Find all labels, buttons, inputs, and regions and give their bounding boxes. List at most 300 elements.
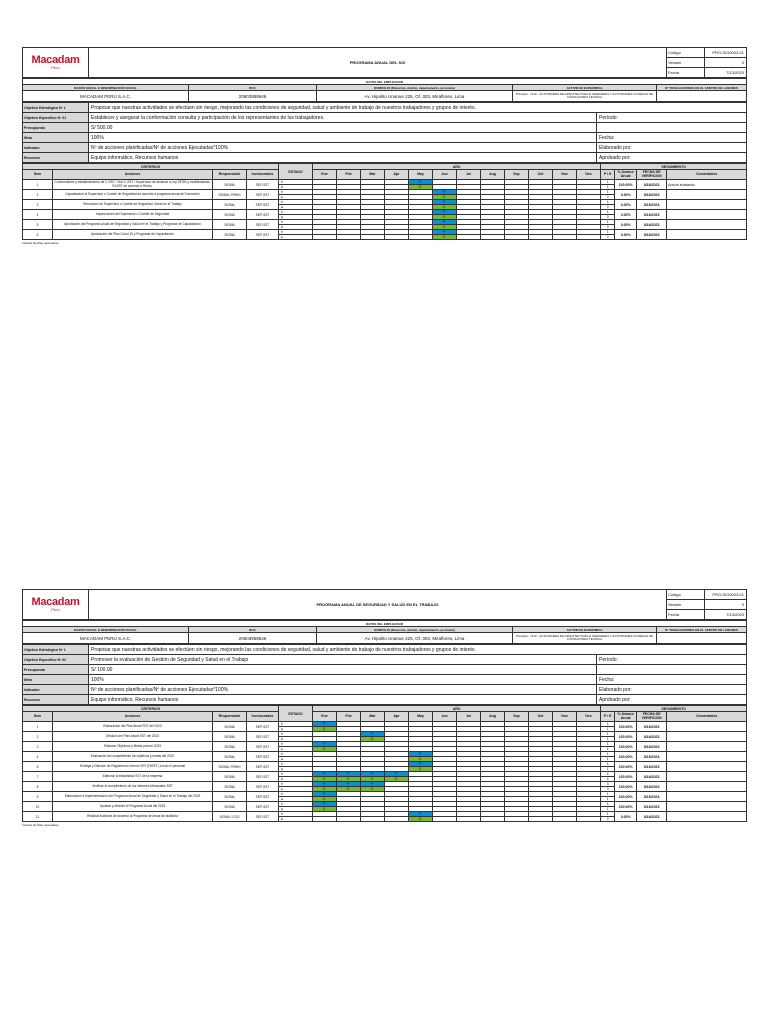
action-description: Evaluación del cumplimiento de objetivos y metas del 2022 — [53, 752, 213, 762]
annual-progress: 100.00% — [615, 772, 637, 782]
footnote: Insertar las filas necesarias — [22, 823, 59, 827]
involved: SEP-SST — [247, 802, 279, 812]
specific-objective-value: Establecer y asegurar la conformación consulta y participación de los representantes de los trabajadores. — [89, 113, 597, 123]
month-cell — [409, 235, 433, 240]
month-cell — [457, 817, 481, 822]
executed-count: 1 — [601, 797, 615, 802]
planned-count: 1 — [601, 220, 615, 225]
verification-date: 8/16/2023 — [637, 762, 667, 772]
month-header: May — [409, 170, 433, 180]
verification-date: 8/16/2023 — [637, 180, 667, 190]
status-code: P — [279, 782, 313, 787]
month-header: Jun — [433, 712, 457, 722]
responsible: SIGMA — [213, 230, 247, 240]
status-code: P — [279, 722, 313, 727]
indicator-value: Nº de acciones planificadas/Nº de acciones Ejecutadas*100% — [89, 685, 597, 695]
employer-value: 20603958646 — [189, 91, 317, 102]
meta-value: 0 — [705, 600, 747, 610]
status-code: E — [279, 817, 313, 822]
action-description: Elaboración del Plan Anual SST del 2023 — [53, 722, 213, 732]
month-cell — [385, 235, 409, 240]
employer-header: Nº TRABAJADORES EN EL CENTRO DE LABORES — [657, 627, 747, 633]
footnote: Insertar las filas necesarias — [22, 241, 59, 245]
executed-count: 1 — [601, 185, 615, 190]
responsible: SIGMA — [213, 210, 247, 220]
comments-header: Comentarios — [667, 712, 747, 722]
verification-date: 8/16/2023 — [637, 752, 667, 762]
status-code: P — [279, 752, 313, 757]
responsible: SIGMA / RRHH — [213, 762, 247, 772]
annual-progress: 0.00% — [615, 200, 637, 210]
planned-count: 4 — [601, 772, 615, 777]
status-code: E — [279, 797, 313, 802]
employer-header: DOMICILIO (Dirección, distrito, departamento, provincia) — [317, 85, 513, 91]
criteria-header: CRITERIOS — [23, 706, 279, 712]
action-description: Elaborar Objetivos y Metas para el 2023 — [53, 742, 213, 752]
strategic-objective-label: Objetivo Estratégico Nº 1 — [23, 645, 89, 655]
item-number: 9 — [23, 792, 53, 802]
meta-label: Versión — [667, 58, 705, 68]
employer-value: Av. Hipolito Unanue 225, Of. 303, Miraflores, Lima — [317, 633, 513, 644]
responsible: SIGMA — [213, 782, 247, 792]
action-description: Inspecciones del Supervisor o Comité de Seguridad — [53, 210, 213, 220]
employer-value: 20603958646 — [189, 633, 317, 644]
status-code: E — [279, 185, 313, 190]
employer-value: Av. Hipolito Unanue 225, Of. 303, Miraflores, Lima — [317, 91, 513, 102]
action-description: Difusión del Plan Anual SST del 2023 — [53, 732, 213, 742]
document-title: PROGRAMA ANUAL DE SEGURIDAD Y SALUD EN EL TRABAJO — [89, 590, 667, 620]
action-description: Entrega y Difusión de Reglamento Interno SST (RISST) a todo el personal — [53, 762, 213, 772]
program-sheet-sst — [22, 589, 746, 827]
month-cell — [577, 817, 601, 822]
status-code: P — [279, 230, 313, 235]
annual-progress: 0.00% — [615, 210, 637, 220]
planned-cell: P — [313, 792, 337, 797]
planned-cell: P — [361, 732, 385, 737]
executed-cell: E — [313, 797, 337, 802]
item-header: Ítem — [23, 712, 53, 722]
responsible-header: Responsable — [213, 712, 247, 722]
resources-value: Equipo informático, Recursos humanos — [89, 153, 597, 163]
verification-date: 8/16/2023 — [637, 782, 667, 792]
executed-cell: E — [313, 777, 337, 782]
month-header: Oct — [529, 170, 553, 180]
month-header: Dec — [577, 170, 601, 180]
planned-cell: P — [433, 210, 457, 215]
company-logo — [23, 590, 89, 620]
goal-value: 100% — [89, 133, 597, 143]
month-header: Apr — [385, 170, 409, 180]
planned-cell: P — [313, 742, 337, 747]
responsible: SIGMA — [213, 802, 247, 812]
comments: Acta de instalación — [667, 180, 747, 190]
status-code: P — [279, 190, 313, 195]
verification-date: 8/16/2023 — [637, 772, 667, 782]
annual-progress: 100.00% — [615, 722, 637, 732]
employer-header: RAZÓN SOCIAL O DENOMINACIÓN SOCIAL — [23, 627, 189, 633]
progress-header: % Avance Anual — [615, 170, 637, 180]
resources-label: Recursos — [23, 153, 89, 163]
responsible: SIGMA — [213, 772, 247, 782]
executed-cell: E — [433, 225, 457, 230]
comments — [667, 772, 747, 782]
planned-count: 1 — [601, 230, 615, 235]
annual-progress: 100.00% — [615, 732, 637, 742]
item-number: 3 — [23, 200, 53, 210]
responsible: SIGMA — [213, 752, 247, 762]
item-header: Ítem — [23, 170, 53, 180]
month-header: Dec — [577, 712, 601, 722]
involved: SEP-SST — [247, 732, 279, 742]
verification-date: 8/16/2023 — [637, 732, 667, 742]
action-description: Realizar Auditoria de acuerdo al Programa de anual de auditoria — [53, 812, 213, 822]
executed-cell: E — [409, 817, 433, 822]
status-code: P — [279, 812, 313, 817]
verification-date: 8/16/2023 — [637, 230, 667, 240]
month-cell — [577, 235, 601, 240]
status-code: P — [279, 200, 313, 205]
employer-section-title: DATOS DEL EMPLEADOR — [23, 621, 747, 627]
month-cell — [361, 817, 385, 822]
planned-cell: P — [337, 782, 361, 787]
specific-objective-value: Promover la evaluación de Gestión de Seguridad y Salud en el Trabajo — [89, 655, 597, 665]
status-header: ESTADO — [279, 706, 313, 722]
comments — [667, 230, 747, 240]
comments — [667, 802, 747, 812]
employer-value: MACADAM PERÚ S.A.C. — [23, 91, 189, 102]
status-code: P — [279, 742, 313, 747]
executed-cell: E — [433, 205, 457, 210]
annual-progress: 100.00% — [615, 180, 637, 190]
responsible: SIGMA — [213, 792, 247, 802]
logo-subtext: Perú — [51, 65, 60, 70]
resources-value: Equipo informático, Recursos humanos — [89, 695, 597, 705]
planned-cell: P — [361, 772, 385, 777]
month-header: Sep — [505, 170, 529, 180]
meta-value: 0 — [705, 58, 747, 68]
planned-count: 3 — [601, 782, 615, 787]
employer-value — [657, 633, 747, 644]
status-code: E — [279, 727, 313, 732]
status-code: E — [279, 225, 313, 230]
executed-cell: E — [409, 767, 433, 772]
month-header: Ene — [313, 712, 337, 722]
month-header: Mar — [361, 170, 385, 180]
executed-count: 1 — [601, 767, 615, 772]
employer-header: RUC — [189, 627, 317, 633]
planned-count: 1 — [601, 210, 615, 215]
involved: SEP-SST — [247, 782, 279, 792]
responsible: SIGMA — [213, 220, 247, 230]
annual-progress: 0.00% — [615, 220, 637, 230]
month-cell — [457, 235, 481, 240]
involved: SEP-SST — [247, 772, 279, 782]
action-description: Conformación y establecimiento de C-SST / Sub C-SST / Supervisor de acuerdo a Ley 29783 y modificatorias. RLSST de acuerdo a Rubro. — [53, 180, 213, 190]
month-header: Sep — [505, 712, 529, 722]
involved: SEP-SST — [247, 812, 279, 822]
budget-value: S/ 500.00 — [89, 123, 597, 133]
month-cell — [481, 817, 505, 822]
planned-cell: P — [313, 722, 337, 727]
responsible: SIGMA — [213, 722, 247, 732]
month-header: Apr — [385, 712, 409, 722]
action-description: Elaborar la estadística SST de la empresa — [53, 772, 213, 782]
activity-schedule — [22, 163, 747, 240]
executed-cell: E — [433, 235, 457, 240]
executed-count: 0 — [601, 225, 615, 230]
month-cell — [553, 817, 577, 822]
objectives-block — [22, 644, 747, 705]
status-code: E — [279, 235, 313, 240]
action-description: Aprobar y difundir el Programa Anual del 2023 — [53, 802, 213, 812]
goal-label: Meta — [23, 133, 89, 143]
month-header: Jul — [457, 712, 481, 722]
item-number: 1 — [23, 722, 53, 732]
month-cell — [529, 235, 553, 240]
planned-cell: P — [313, 772, 337, 777]
involved-header: Involucrados — [247, 170, 279, 180]
strategic-objective-label: Objetivo Estratégico Nº 1 — [23, 103, 89, 113]
criteria-header: CRITERIOS — [23, 164, 279, 170]
verification-date: 8/16/2023 — [637, 742, 667, 752]
executed-count: 1 — [601, 807, 615, 812]
month-cell — [337, 817, 361, 822]
indicator-side-label: Elaborado por: — [597, 685, 747, 695]
verification-date: 8/16/2023 — [637, 190, 667, 200]
comments — [667, 762, 747, 772]
planned-count: 1 — [601, 180, 615, 185]
comments — [667, 200, 747, 210]
verification-date-header: FECHA DE VERIFICION — [637, 170, 667, 180]
status-code: P — [279, 762, 313, 767]
month-cell — [361, 235, 385, 240]
planned-cell: P — [337, 772, 361, 777]
month-cell — [433, 817, 457, 822]
planned-cell: P — [433, 220, 457, 225]
status-code: E — [279, 807, 313, 812]
planned-count: 1 — [601, 752, 615, 757]
meta-label: Código — [667, 590, 705, 600]
planned-count: 1 — [601, 190, 615, 195]
involved: SEP-SST — [247, 722, 279, 732]
planned-cell: P — [313, 802, 337, 807]
comments — [667, 722, 747, 732]
executed-cell: E — [433, 195, 457, 200]
goal-label: Meta — [23, 675, 89, 685]
comments — [667, 220, 747, 230]
planned-count: 1 — [601, 732, 615, 737]
comments — [667, 210, 747, 220]
month-header: Feb — [337, 712, 361, 722]
meta-value: 7/13/2023 — [705, 610, 747, 620]
status-code: E — [279, 767, 313, 772]
executed-cell: E — [313, 787, 337, 792]
involved: SEP-SST — [247, 220, 279, 230]
planned-count: 1 — [601, 722, 615, 727]
month-header: Aug — [481, 170, 505, 180]
month-header: Jul — [457, 170, 481, 180]
employer-data — [22, 78, 747, 102]
month-cell — [505, 817, 529, 822]
status-code: E — [279, 747, 313, 752]
budget-label: Presupuesto — [23, 665, 89, 675]
status-code: P — [279, 210, 313, 215]
responsible: SIGMA — [213, 732, 247, 742]
employer-header: Nº TRABAJADORES EN EL CENTRO DE LABORES — [657, 85, 747, 91]
status-code: P — [279, 792, 313, 797]
employer-header: RAZÓN SOCIAL O DENOMINACIÓN SOCIAL — [23, 85, 189, 91]
planned-count: 1 — [601, 742, 615, 747]
verification-date: 8/16/2023 — [637, 812, 667, 822]
planned-cell: P — [433, 190, 457, 195]
planned-count: 1 — [601, 812, 615, 817]
status-code: E — [279, 215, 313, 220]
month-cell — [529, 817, 553, 822]
goal-side-label: Fecha: — [597, 133, 747, 143]
item-number: 6 — [23, 230, 53, 240]
verification-date: 8/16/2023 — [637, 210, 667, 220]
executed-cell: E — [409, 185, 433, 190]
item-number: 1 — [23, 180, 53, 190]
verification-date: 8/16/2023 — [637, 802, 667, 812]
involved: SEP-SST — [247, 210, 279, 220]
verification-date: 8/16/2023 — [637, 200, 667, 210]
responsible: SIGMA — [213, 180, 247, 190]
annual-progress: 0.00% — [615, 190, 637, 200]
status-code: E — [279, 195, 313, 200]
employer-value: Principal - 7110 - ACTIVIDADES DE ARQUITECTURA E INGENIERIA Y ACTIVIDADES CONEXAS DE CONSULTORIA TECNICA — [513, 633, 657, 644]
comments — [667, 752, 747, 762]
resources-side-label: Aprobado por: — [597, 153, 747, 163]
executed-cell: E — [361, 787, 385, 792]
meta-value: PRO-SIG0002-01 — [705, 48, 747, 58]
month-cell — [313, 235, 337, 240]
responsible: SIGMA — [213, 200, 247, 210]
month-cell — [385, 817, 409, 822]
annual-progress: 0.00% — [615, 230, 637, 240]
item-number: 11 — [23, 812, 53, 822]
annual-progress: 100.00% — [615, 762, 637, 772]
status-code: E — [279, 777, 313, 782]
involved: SEP-SST — [247, 190, 279, 200]
action-description: Verificar el cumplimiento de los Informes Mensuales SST — [53, 782, 213, 792]
executed-cell: E — [313, 727, 337, 732]
indicator-label: Indicador — [23, 143, 89, 153]
planned-count: 1 — [601, 792, 615, 797]
month-header: May — [409, 712, 433, 722]
item-number: 4 — [23, 752, 53, 762]
planned-cell: P — [433, 230, 457, 235]
verification-date: 8/16/2023 — [637, 220, 667, 230]
month-header: Oct — [529, 712, 553, 722]
executed-cell: E — [361, 777, 385, 782]
indicator-side-label: Elaborado por: — [597, 143, 747, 153]
status-code: P — [279, 802, 313, 807]
executed-count: 3 — [601, 787, 615, 792]
annual-progress: 100.00% — [615, 742, 637, 752]
pe-header: P / E — [601, 170, 615, 180]
comments — [667, 742, 747, 752]
executed-count: 1 — [601, 727, 615, 732]
year-header: AÑO — [313, 164, 601, 170]
involved-header: Involucrados — [247, 712, 279, 722]
planned-cell: P — [313, 782, 337, 787]
indicator-label: Indicador — [23, 685, 89, 695]
item-number: 8 — [23, 782, 53, 792]
responsible: SIGMA — [213, 742, 247, 752]
meta-value: PRO-SIG0003-01 — [705, 590, 747, 600]
item-number: 4 — [23, 210, 53, 220]
employer-section-title: DATOS DEL EMPLEADOR — [23, 79, 747, 85]
involved: SEP-SST — [247, 742, 279, 752]
annual-progress: 0.00% — [615, 812, 637, 822]
activity-schedule — [22, 705, 747, 822]
month-header: Mar — [361, 712, 385, 722]
meta-value: 7/13/2023 — [705, 68, 747, 78]
logo-text: Macadam — [31, 54, 80, 66]
logo-text: Macadam — [31, 596, 80, 608]
specific-objective-side-label: Período: — [597, 113, 747, 123]
month-header: Nov — [553, 712, 577, 722]
executed-count: 4 — [601, 777, 615, 782]
meta-label: Fecha — [667, 68, 705, 78]
budget-label: Presupuesto — [23, 123, 89, 133]
item-number: 2 — [23, 190, 53, 200]
action-description: Aprobación del Plan Covid 19 y Programa de Capacitación — [53, 230, 213, 240]
planned-count: 1 — [601, 802, 615, 807]
program-sheet-sgi — [22, 47, 746, 245]
executed-count: 0 — [601, 205, 615, 210]
executed-count: 1 — [601, 757, 615, 762]
annual-progress: 100.00% — [615, 802, 637, 812]
specific-objective-side-label: Período: — [597, 655, 747, 665]
status-header: ESTADO — [279, 164, 313, 180]
employer-header: RUC — [189, 85, 317, 91]
meta-label: Versión — [667, 600, 705, 610]
involved: SEP-SST — [247, 762, 279, 772]
month-header: Jun — [433, 170, 457, 180]
action-description: Reuniones de Supervisor o Comité de Seguridad, Salud en el Trabajo — [53, 200, 213, 210]
employer-value — [657, 91, 747, 102]
executed-count: 1 — [601, 737, 615, 742]
comments — [667, 782, 747, 792]
planned-count: 1 — [601, 762, 615, 767]
executed-cell: E — [313, 747, 337, 752]
comments — [667, 792, 747, 802]
tracking-header: SEGUIMIENTO — [601, 706, 747, 712]
year-header: AÑO — [313, 706, 601, 712]
status-code: E — [279, 737, 313, 742]
comments — [667, 812, 747, 822]
comments — [667, 190, 747, 200]
goal-side-label: Fecha: — [597, 675, 747, 685]
planned-count: 1 — [601, 200, 615, 205]
logo-subtext: Perú — [51, 607, 60, 612]
planned-cell: P — [361, 782, 385, 787]
actions-header: Acciones — [53, 712, 213, 722]
month-header: Aug — [481, 712, 505, 722]
involved: SEP-SST — [247, 230, 279, 240]
indicator-value: Nº de acciones planificadas/Nº de acciones Ejecutadas*100% — [89, 143, 597, 153]
comments — [667, 732, 747, 742]
planned-cell: P — [409, 812, 433, 817]
involved: SEP-SST — [247, 792, 279, 802]
annual-progress: 100.00% — [615, 782, 637, 792]
document-title: PROGRAMA ANUAL DEL SGI — [89, 48, 667, 78]
item-number: 10 — [23, 802, 53, 812]
strategic-objective-value: Propiciar que nuestras actividades se efectúen sin riesgo, mejorando las condiciones de seguridad, salud y ambiente de trabajo de nuestros trabajadores y grupos de interés. — [89, 645, 747, 655]
document-header — [22, 47, 747, 78]
